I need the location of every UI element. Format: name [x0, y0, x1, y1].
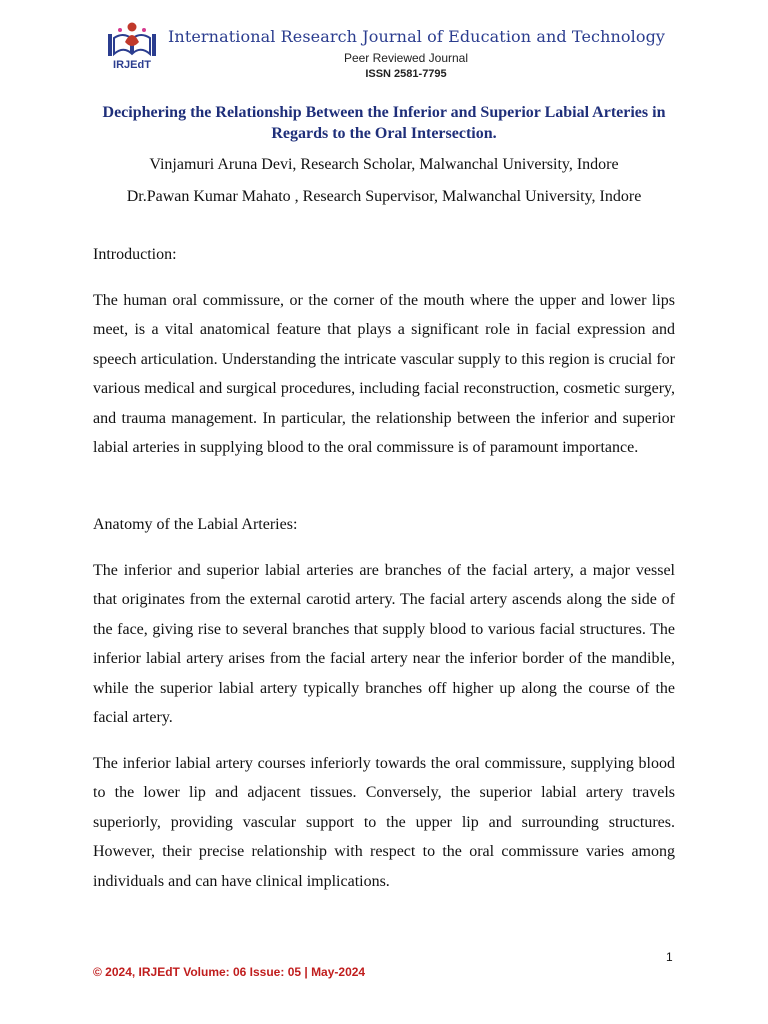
author-line-1: Vinjamuri Aruna Devi, Research Scholar, Malwanchal University, Indore: [149, 156, 619, 173]
journal-header: [106, 20, 676, 84]
logo-text: IRJEdT: [113, 59, 151, 71]
journal-title: International Research Journal of Education and Technology: [168, 27, 666, 46]
paragraph-anatomy-2: The inferior labial artery courses inferiorly towards the oral commissure, supplying blood to the lower lip and adjacent tissues. Conversely, the superior labial artery travels superiorly, providing vascular support to the upper lip and surrounding structures. However, their precise relationship with respect to the oral commissure varies among individuals and can have clinical implications.: [93, 755, 675, 890]
section-heading-anatomy: Anatomy of the Labial Arteries:: [93, 516, 298, 533]
paper-title: Deciphering the Relationship Between the Inferior and Superior Labial Arteries in Regards to the Oral Intersection.: [102, 104, 666, 142]
paragraph-anatomy-1: The inferior and superior labial arteries are branches of the facial artery, a major vessel that originates from the external carotid artery. The facial artery ascends along the side of the face, giving rise to several branches that supply blood to various facial structures. The inferior labial artery arises from the facial artery near the inferior border of the mandible, while the superior labial artery typically branches off higher up along the course of the facial artery.: [93, 562, 675, 727]
paragraph-introduction: The human oral commissure, or the corner of the mouth where the upper and lower lips meet, is a vital anatomical feature that plays a significant role in facial expression and speech articulation. Understanding the intricate vascular supply to this region is crucial for various medical and surgical procedures, including facial reconstruction, cosmetic surgery, and trauma management. In particular, the relationship between the inferior and superior labial arteries in supplying blood to the oral commissure is of paramount importance.: [93, 292, 675, 457]
peer-reviewed-label: Peer Reviewed Journal: [343, 51, 469, 65]
page-number: 1: [666, 950, 673, 964]
footer-copyright: © 2024, IRJEdT Volume: 06 Issue: 05 | May-2024: [93, 965, 366, 979]
author-line-2: Dr.Pawan Kumar Mahato , Research Supervisor, Malwanchal University, Indore: [126, 188, 642, 205]
section-heading-introduction: Introduction:: [93, 246, 177, 263]
issn-label: ISSN 2581-7795: [365, 68, 447, 80]
